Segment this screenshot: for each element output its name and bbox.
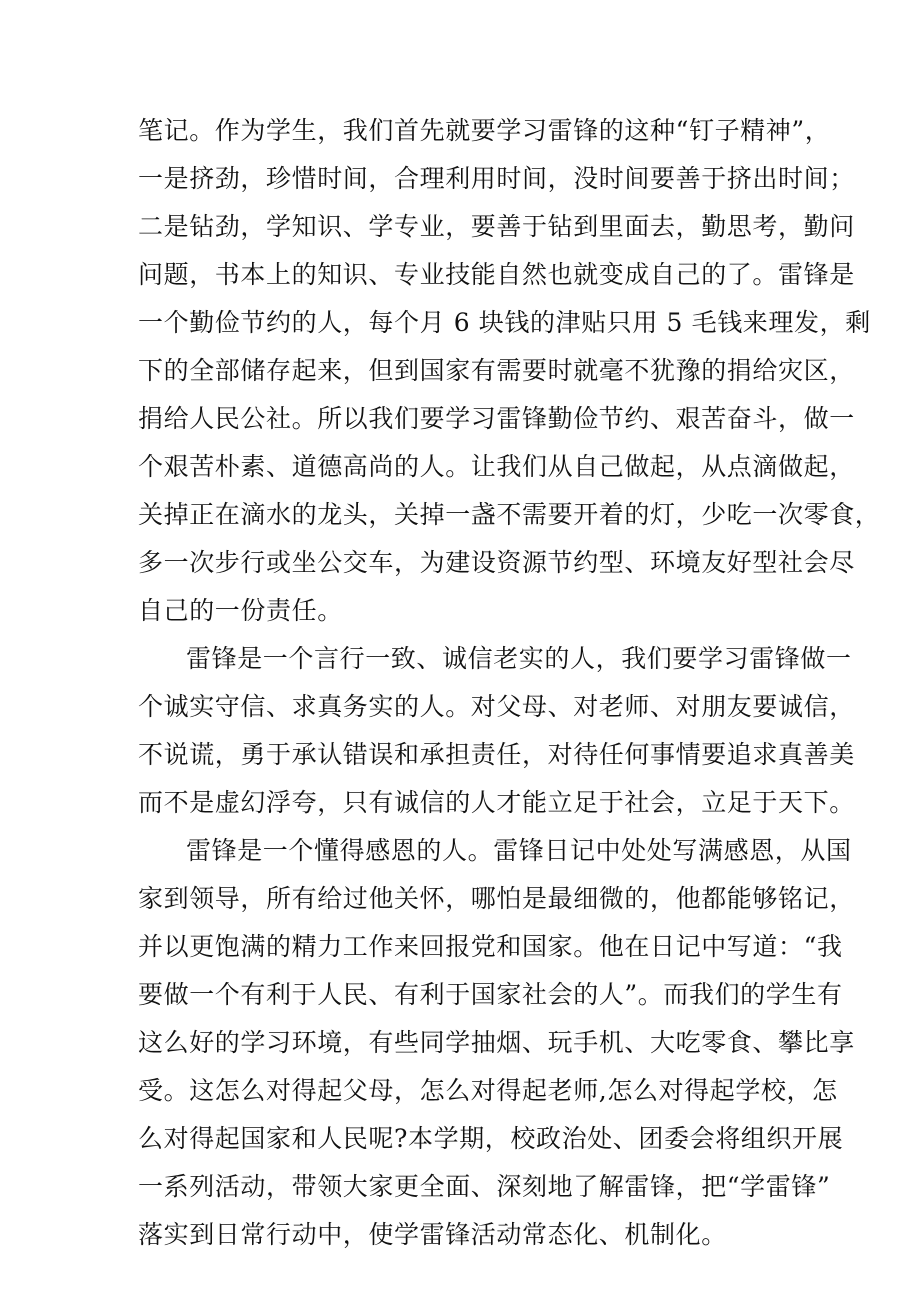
text-line: 问题，书本上的知识、专业技能自然也就变成自己的了。雷锋是: [138, 260, 855, 289]
text-line: 而不是虚幻浮夸，只有诚信的人才能立足于社会，立足于天下。: [138, 788, 855, 817]
text-line: 落实到日常行动中，使学雷锋活动常态化、机制化。: [138, 1220, 727, 1249]
text-line: 笔记。作为学生，我们首先就要学习雷锋的这种“钉子精神”，: [138, 116, 831, 145]
text-line: 关掉正在滴水的龙头，关掉一盏不需要开着的灯，少吃一次零食，: [138, 500, 881, 529]
text-line: 多一次步行或坐公交车，为建设资源节约型、环境友好型社会尽: [138, 548, 855, 577]
text-line: 并以更饱满的精力工作来回报党和国家。他在日记中写道：“我: [138, 932, 843, 961]
text-line: 个诚实守信、求真务实的人。对父母、对老师、对朋友要诚信，: [138, 692, 855, 721]
text-line: 家到领导，所有给过他关怀，哪怕是最细微的，他都能够铭记，: [138, 884, 855, 913]
text-line: 一是挤劲，珍惜时间，合理利用时间，没时间要善于挤出时间；: [138, 164, 855, 193]
text-line: 要做一个有利于人民、有利于国家社会的人”。而我们的学生有: [138, 980, 843, 1009]
text-line: 自己的一份责任。: [138, 596, 343, 625]
text-line: 个艰苦朴素、道德高尚的人。让我们从自己做起，从点滴做起，: [138, 452, 855, 481]
text-line: 受。这怎么对得起父母，怎么对得起老师,怎么对得起学校，怎: [138, 1076, 838, 1105]
paragraph-first-line: 雷锋是一个懂得感恩的人。雷锋日记中处处写满感恩，从国: [186, 836, 852, 865]
paragraph-first-line: 雷锋是一个言行一致、诚信老实的人，我们要学习雷锋做一: [186, 644, 852, 673]
text-line: 一系列活动，带领大家更全面、深刻地了解雷锋，把“学雷锋”: [138, 1172, 831, 1201]
text-line: 么对得起国家和人民呢?本学期，校政治处、团委会将组织开展: [138, 1124, 844, 1153]
text-line: 捐给人民公社。所以我们要学习雷锋勤俭节约、艰苦奋斗，做一: [138, 404, 855, 433]
text-line: 一个勤俭节约的人，每个月 6 块钱的津贴只用 5 毛钱来理发，剩: [138, 308, 871, 337]
text-line: 下的全部储存起来，但到国家有需要时就毫不犹豫的捐给灾区，: [138, 356, 855, 385]
text-line: 这么好的学习环境，有些同学抽烟、玩手机、大吃零食、攀比享: [138, 1028, 855, 1057]
text-line: 二是钻劲，学知识、学专业，要善于钻到里面去，勤思考，勤问: [138, 212, 855, 241]
text-line: 不说谎，勇于承认错误和承担责任，对待任何事情要追求真善美: [138, 740, 855, 769]
